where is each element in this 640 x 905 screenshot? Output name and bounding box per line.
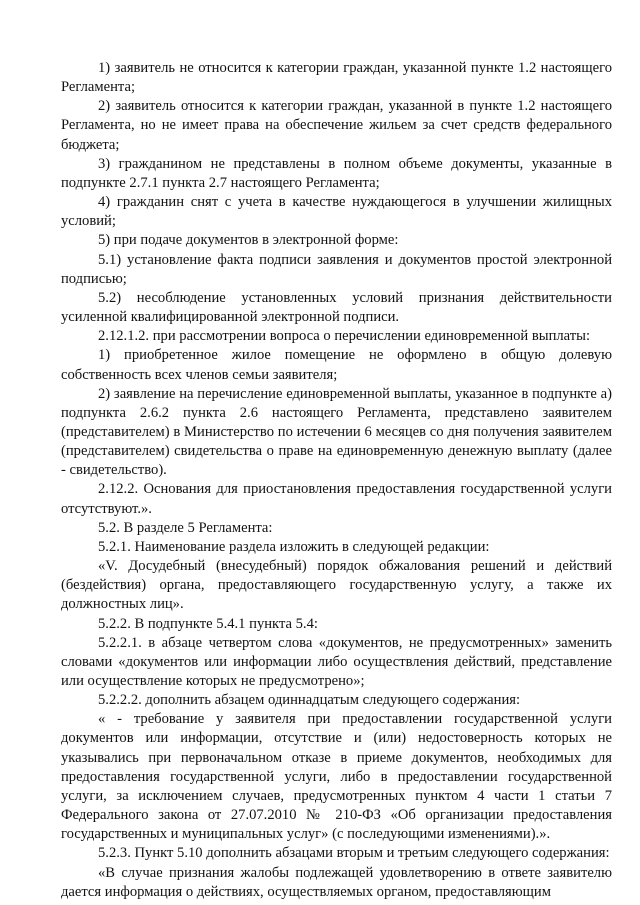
paragraph-16: 5.2.2.1. в абзаце четвертом слова «документов, не предусмотренных» заменить словами «документов или информации либо осуществления действий, представление или осуществление которых не предусмотрено»; <box>61 634 612 689</box>
paragraph-10: 2) заявление на перечисление единовременной выплаты, указанное в подпункте а) подпункта 2.6.2 пункта 2.6 настоящего Регламента, представлено заявителем (представителем) в Министерство по истечении 6 месяцев со дня получения заявителем (представителем) свидетельства о праве на единовременную денежную выплату (далее - свидетельство). <box>61 385 612 479</box>
paragraph-6: 5.1) установление факта подписи заявления и документов простой электронной подписью; <box>61 251 612 287</box>
paragraph-15: 5.2.2. В подпункте 5.4.1 пункта 5.4: <box>98 615 318 632</box>
paragraph-13: 5.2.1. Наименование раздела изложить в следующей редакции: <box>98 538 490 555</box>
paragraph-14: «V. Досудебный (внесудебный) порядок обжалования решений и действий (бездействия) органа, предоставляющего государственную услугу, а также их должностных лиц». <box>61 558 612 613</box>
paragraph-2: 2) заявитель относится к категории граждан, указанной в пункте 1.2 настоящего Регламента, но не имеет права на обеспечение жильем за счет средств федерального бюджета; <box>61 98 612 153</box>
paragraph-19: 5.2.3. Пункт 5.10 дополнить абзацами вторым и третьим следующего содержания: <box>98 845 610 862</box>
paragraph-9: 1) приобретенное жилое помещение не оформлено в общую долевую собственность всех членов семьи заявителя; <box>61 347 612 383</box>
paragraph-4: 4) гражданин снят с учета в качестве нуждающегося в улучшении жилищных условий; <box>61 194 612 230</box>
paragraph-18: « - требование у заявителя при предоставлении государственной услуги документов или информации, отсутствие и (или) недостоверность которых не указывались при первоначальном отказе в приеме документов, необходимых для предоставления государственной услуги, либо в предоставлении государственной услуги, за исключением случаев, предусмотренных пунктом 4 части 1 статьи 7 Федерального закона от 27.07.2010 № 210-ФЗ «Об организации предоставления государственных и муниципальных услуг» (с последующими изменениями).». <box>61 711 612 843</box>
paragraph-20: «В случае признания жалобы подлежащей удовлетворению в ответе заявителю дается информация о действиях, осуществляемых органом, предоставляющим <box>61 864 612 900</box>
paragraph-17: 5.2.2.2. дополнить абзацем одиннадцатым следующего содержания: <box>98 692 521 709</box>
paragraph-7: 5.2) несоблюдение установленных условий признания действительности усиленной квалифицированной электронной подписи. <box>61 289 612 326</box>
paragraph-3: 3) гражданином не представлены в полном объеме документы, указанные в подпункте 2.7.1 пункта 2.7 настоящего Регламента; <box>61 155 612 191</box>
paragraph-1: 1) заявитель не относится к категории граждан, указанной пункте 1.2 настоящего Регламента; <box>61 60 612 96</box>
document-page <box>61 59 612 902</box>
paragraph-11: 2.12.2. Основания для приостановления предоставления государственной услуги отсутствуют.». <box>61 481 612 517</box>
paragraph-12: 5.2. В разделе 5 Регламента: <box>98 519 273 536</box>
paragraph-8: 2.12.1.2. при рассмотрении вопроса о перечислении единовременной выплаты: <box>98 328 591 345</box>
paragraph-5: 5) при подаче документов в электронной форме: <box>98 232 399 249</box>
